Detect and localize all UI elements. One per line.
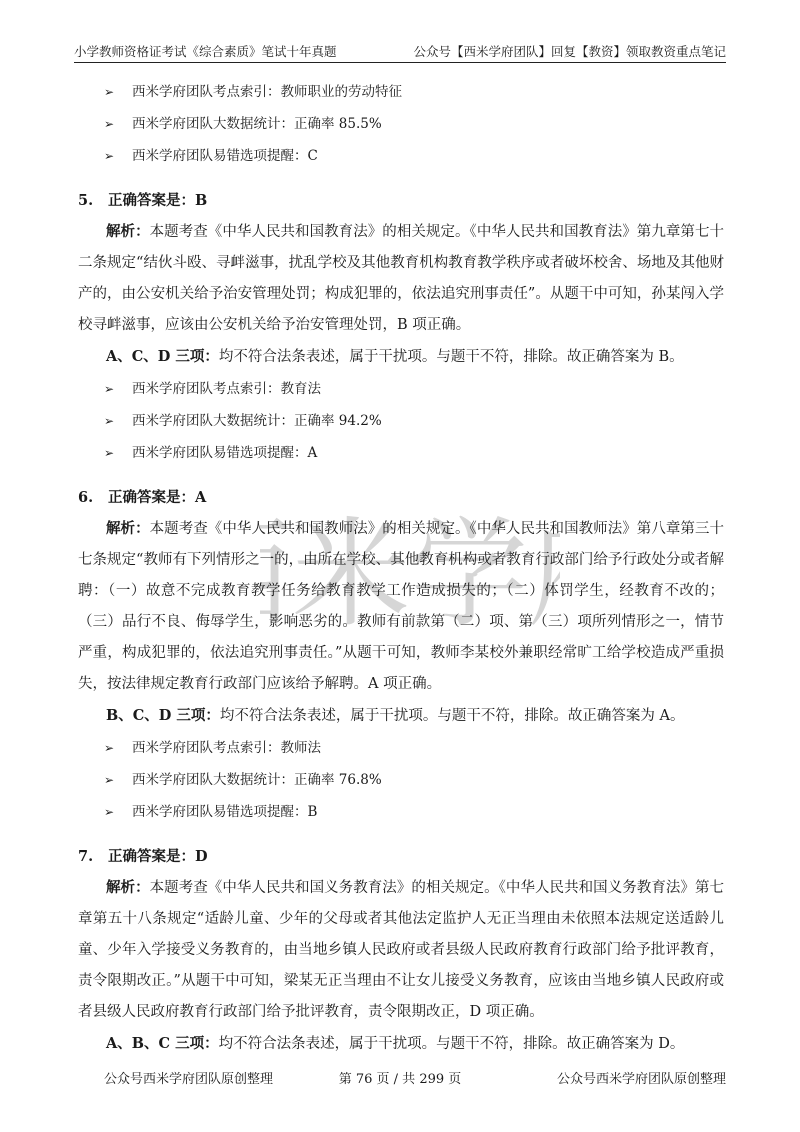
other-options: B、C、D 三项：均不符合法条表述，属于干扰项。与题干不符，排除。故正确答案为 A。 — [106, 707, 685, 724]
header-promo: 公众号【西米学府团队】回复【教资】领取教资重点笔记 — [413, 44, 726, 59]
analysis-paragraph: 解析：本题考查《中华人民共和国教育法》的相关规定。《中华人民共和国教育法》第九章第七十二条规定“结伙斗殴、寻衅滋事，扰乱学校及其他教育机构教育教学秩序或者破坏校舍、场地及其他财产的，由公安机关给予治安管理处罚；构成犯罪的，依法追究刑事责任”。从题干中可知，孙某闯入学校寻衅滋事，应该由公安机关给予治安管理处罚，B 项正确。 — [78, 223, 724, 333]
page-header — [74, 36, 726, 63]
other-options: A、C、D 三项：均不符合法条表述，属于干扰项。与题干不符，排除。故正确答案为 B。 — [106, 348, 684, 365]
footer-right: 公众号西米学府团队原创整理 — [556, 1072, 726, 1087]
answer-heading: 5. 正确答案是：B — [78, 192, 208, 209]
bullet-item: ➢ 西米学府团队易错选项提醒：B — [78, 796, 724, 828]
analysis-paragraph: 解析：本题考查《中华人民共和国教师法》的相关规定。《中华人民共和国教师法》第八章第三十七条规定“教师有下列情形之一的，由所在学校、其他教育机构或者教育行政部门给予行政处分或者解聘：（一）故意不完成教育教学任务给教育教学工作造成损失的；（二）体罚学生，经教育不改的；（三）品行不良、侮辱学生，影响恶劣的。教师有前款第（二）项、第（三）项所列情形之一，情节严重，构成犯罪的，依法追究刑事责任。”从题干可知，教师李某校外兼职经常旷工给学校造成严重损失，按法律规定教育行政部门应该给予解聘。A 项正确。 — [78, 520, 724, 692]
page-number: 第 76 页 / 共 299 页 — [338, 1072, 462, 1087]
bullet-item: ➢ 西米学府团队考点索引：教师法 — [78, 732, 724, 764]
arrow-icon: ➢ — [104, 741, 115, 755]
bullet-item: ➢ 西米学府团队大数据统计：正确率 85.5% — [78, 108, 724, 140]
arrow-icon: ➢ — [104, 382, 115, 396]
bullet-item: ➢ 西米学府团队大数据统计：正确率 76.8% — [78, 764, 724, 796]
arrow-icon: ➢ — [104, 414, 115, 428]
answer-heading: 6. 正确答案是：A — [78, 489, 207, 506]
document-body — [78, 76, 724, 1060]
other-options: A、B、C 三项：均不符合法条表述，属于干扰项。与题干不符，排除。故正确答案为 D。 — [106, 1035, 685, 1052]
header-title: 小学教师资格证考试《综合素质》笔试十年真题 — [74, 44, 337, 59]
footer-left: 公众号西米学府团队原创整理 — [104, 1072, 274, 1087]
bullet-item: ➢ 西米学府团队易错选项提醒：A — [78, 437, 724, 469]
page-footer — [0, 1066, 800, 1090]
arrow-icon: ➢ — [104, 117, 115, 131]
analysis-paragraph: 解析：本题考查《中华人民共和国义务教育法》的相关规定。《中华人民共和国义务教育法》第七章第五十八条规定“适龄儿童、少年的父母或者其他法定监护人无正当理由未依照本法规定送适龄儿童、少年入学接受义务教育的，由当地乡镇人民政府或者县级人民政府教育行政部门给予批评教育，责令限期改正。”从题干中可知，梁某无正当理由不让女儿接受义务教育，应该由当地乡镇人民政府或者县级人民政府教育行政部门给予批评教育，责令限期改正，D 项正确。 — [78, 879, 724, 1020]
bullet-item: ➢ 西米学府团队考点索引：教育法 — [78, 373, 724, 405]
watermark-text: 米学 — [291, 505, 529, 643]
arrow-icon: ➢ — [104, 446, 115, 460]
arrow-icon: ➢ — [104, 805, 115, 819]
arrow-icon: ➢ — [104, 773, 115, 787]
arrow-icon: ➢ — [104, 149, 115, 163]
bullet-item: ➢ 西米学府团队易错选项提醒：C — [78, 140, 724, 172]
bullet-item: ➢ 西米学府团队考点索引：教师职业的劳动特征 — [78, 76, 724, 108]
answer-heading: 7. 正确答案是：D — [78, 848, 208, 865]
arrow-icon: ➢ — [104, 85, 115, 99]
bullet-item: ➢ 西米学府团队大数据统计：正确率 94.2% — [78, 405, 724, 437]
